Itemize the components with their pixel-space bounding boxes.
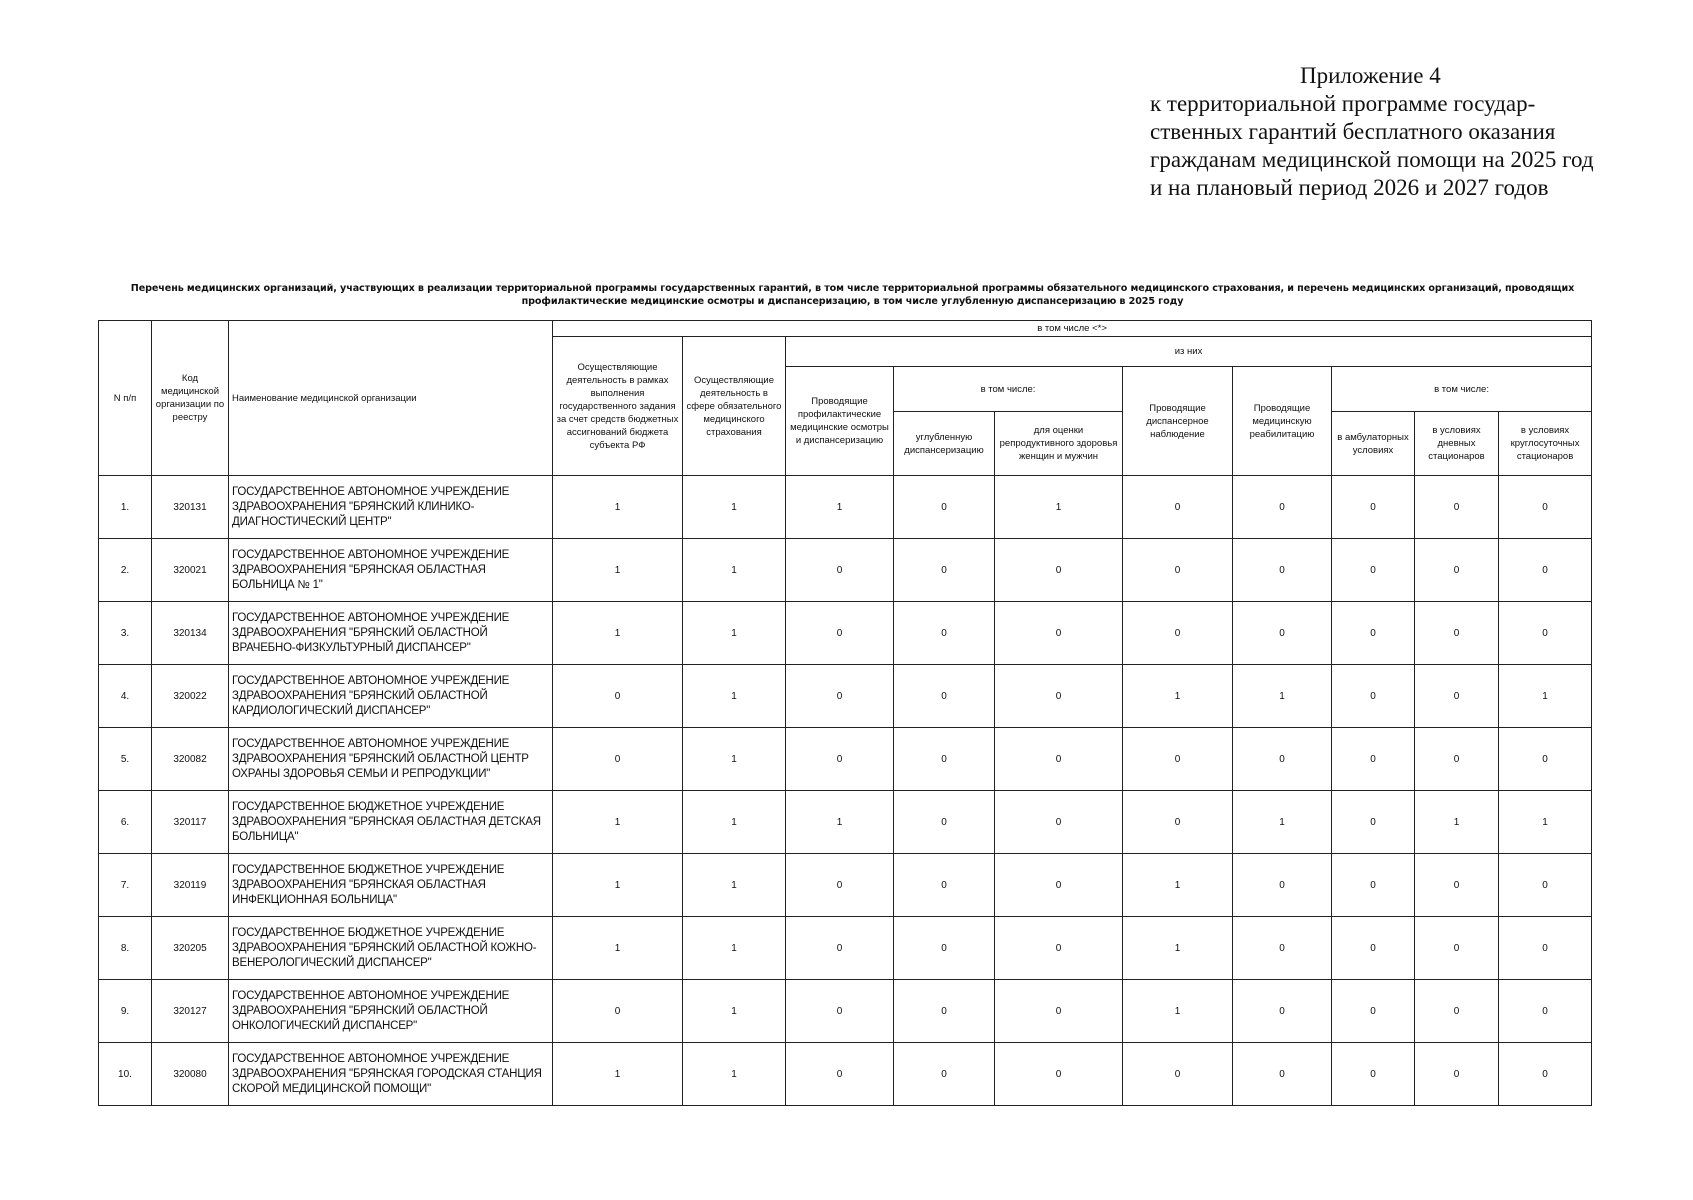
cell-prof: 1 — [786, 476, 894, 539]
cell-day: 0 — [1415, 917, 1499, 980]
header-prof: Проводящие профилактические медицинские осмотры и диспансеризацию — [786, 367, 894, 476]
list-title-line: Перечень медицинских организаций, участвующих в реализации территориальной программы государственных гарантий, в том числе территориальной программы обязательного медицинского страхования, и перечень медицинских организаций, проводящих — [130, 283, 1575, 294]
cell-num: 4. — [99, 665, 152, 728]
cell-day: 0 — [1415, 665, 1499, 728]
cell-code: 320131 — [152, 476, 229, 539]
header-day: в условиях дневных стационаров — [1415, 412, 1499, 476]
cell-name: ГОСУДАРСТВЕННОЕ АВТОНОМНОЕ УЧРЕЖДЕНИЕ ЗДРАВООХРАНЕНИЯ "БРЯНСКАЯ ОБЛАСТНАЯ БОЛЬНИЦА № 1" — [229, 539, 553, 602]
cell-disp: 0 — [1123, 1043, 1233, 1106]
appendix-line: ственных гарантий бесплатного оказания — [1150, 119, 1556, 144]
table-row — [99, 1043, 1592, 1106]
cell-oms: 1 — [683, 728, 786, 791]
cell-amb: 0 — [1332, 602, 1415, 665]
cell-disp: 1 — [1123, 665, 1233, 728]
table-row — [99, 602, 1592, 665]
header-oms: Осуществляющие деятельность в сфере обязательного медицинского страхования — [683, 337, 786, 476]
appendix-title: Приложение 4 — [1300, 63, 1441, 88]
organizations-table — [98, 320, 1592, 1106]
cell-repro: 0 — [995, 539, 1123, 602]
cell-repro: 1 — [995, 476, 1123, 539]
cell-oms: 1 — [683, 539, 786, 602]
cell-disp: 0 — [1123, 539, 1233, 602]
cell-repro: 0 — [995, 854, 1123, 917]
cell-disp: 0 — [1123, 728, 1233, 791]
cell-budget: 0 — [553, 665, 683, 728]
cell-round: 0 — [1499, 539, 1592, 602]
header-rehab: Проводящие медицинскую реабилитацию — [1233, 367, 1332, 476]
cell-budget: 1 — [553, 539, 683, 602]
table-row — [99, 791, 1592, 854]
cell-amb: 0 — [1332, 980, 1415, 1043]
table-body — [99, 476, 1592, 1106]
header-of-them: из них — [786, 337, 1592, 367]
table-row — [99, 539, 1592, 602]
cell-amb: 0 — [1332, 665, 1415, 728]
list-title — [120, 282, 1585, 308]
cell-prof: 0 — [786, 665, 894, 728]
cell-day: 0 — [1415, 854, 1499, 917]
table-row — [99, 854, 1592, 917]
header-code: Код медицинской организации по реестру — [152, 321, 229, 476]
appendix-block — [1150, 62, 1670, 202]
cell-code: 320022 — [152, 665, 229, 728]
cell-num: 5. — [99, 728, 152, 791]
cell-prof: 0 — [786, 1043, 894, 1106]
cell-num: 1. — [99, 476, 152, 539]
cell-rehab: 0 — [1233, 917, 1332, 980]
cell-code: 320021 — [152, 539, 229, 602]
cell-prof: 0 — [786, 980, 894, 1043]
cell-amb: 0 — [1332, 476, 1415, 539]
cell-rehab: 1 — [1233, 791, 1332, 854]
cell-round: 0 — [1499, 602, 1592, 665]
cell-code: 320205 — [152, 917, 229, 980]
cell-round: 0 — [1499, 980, 1592, 1043]
cell-oms: 1 — [683, 980, 786, 1043]
cell-prof: 0 — [786, 728, 894, 791]
cell-deep: 0 — [894, 980, 995, 1043]
cell-amb: 0 — [1332, 1043, 1415, 1106]
cell-disp: 0 — [1123, 476, 1233, 539]
table-row — [99, 728, 1592, 791]
cell-day: 0 — [1415, 476, 1499, 539]
cell-rehab: 0 — [1233, 728, 1332, 791]
cell-prof: 0 — [786, 917, 894, 980]
header-repro: для оценки репродуктивного здоровья женщин и мужчин — [995, 412, 1123, 476]
cell-code: 320082 — [152, 728, 229, 791]
cell-num: 7. — [99, 854, 152, 917]
cell-prof: 1 — [786, 791, 894, 854]
cell-rehab: 0 — [1233, 476, 1332, 539]
header-including: в том числе <*> — [553, 321, 1592, 337]
appendix-line: гражданам медицинской помощи на 2025 год — [1150, 147, 1594, 172]
appendix-line: и на плановый период 2026 и 2027 годов — [1150, 175, 1549, 200]
cell-budget: 0 — [553, 980, 683, 1043]
cell-rehab: 0 — [1233, 854, 1332, 917]
cell-oms: 1 — [683, 602, 786, 665]
header-disp: Проводящие диспансерное наблюдение — [1123, 367, 1233, 476]
cell-rehab: 0 — [1233, 1043, 1332, 1106]
header-amb: в амбулаторных условиях — [1332, 412, 1415, 476]
cell-budget: 1 — [553, 476, 683, 539]
cell-rehab: 0 — [1233, 980, 1332, 1043]
cell-num: 10. — [99, 1043, 152, 1106]
cell-name: ГОСУДАРСТВЕННОЕ БЮДЖЕТНОЕ УЧРЕЖДЕНИЕ ЗДРАВООХРАНЕНИЯ "БРЯНСКАЯ ОБЛАСТНАЯ ДЕТСКАЯ БОЛЬНИЦА" — [229, 791, 553, 854]
cell-name: ГОСУДАРСТВЕННОЕ АВТОНОМНОЕ УЧРЕЖДЕНИЕ ЗДРАВООХРАНЕНИЯ "БРЯНСКИЙ ОБЛАСТНОЙ КАРДИОЛОГИЧЕСКИЙ ДИСПАНСЕР" — [229, 665, 553, 728]
cell-day: 0 — [1415, 1043, 1499, 1106]
cell-name: ГОСУДАРСТВЕННОЕ АВТОНОМНОЕ УЧРЕЖДЕНИЕ ЗДРАВООХРАНЕНИЯ "БРЯНСКИЙ ОБЛАСТНОЙ ВРАЧЕБНО-ФИЗКУЛЬТУРНЫЙ ДИСПАНСЕР" — [229, 602, 553, 665]
header-rehab-including: в том числе: — [1332, 367, 1592, 412]
cell-amb: 0 — [1332, 539, 1415, 602]
cell-repro: 0 — [995, 917, 1123, 980]
cell-num: 9. — [99, 980, 152, 1043]
header-name: Наименование медицинской организации — [229, 321, 553, 476]
header-budget: Осуществляющие деятельность в рамках выполнения государственного задания за счет средств бюджетных ассигнований бюджета субъекта РФ — [553, 337, 683, 476]
cell-budget: 1 — [553, 1043, 683, 1106]
cell-deep: 0 — [894, 665, 995, 728]
cell-disp: 1 — [1123, 980, 1233, 1043]
cell-budget: 1 — [553, 854, 683, 917]
cell-budget: 0 — [553, 728, 683, 791]
cell-rehab: 0 — [1233, 539, 1332, 602]
cell-code: 320117 — [152, 791, 229, 854]
table-row — [99, 980, 1592, 1043]
cell-deep: 0 — [894, 476, 995, 539]
cell-num: 2. — [99, 539, 152, 602]
cell-day: 0 — [1415, 980, 1499, 1043]
cell-amb: 0 — [1332, 854, 1415, 917]
cell-deep: 0 — [894, 791, 995, 854]
cell-deep: 0 — [894, 728, 995, 791]
header-sub-including: в том числе: — [894, 367, 1123, 412]
cell-oms: 1 — [683, 917, 786, 980]
cell-disp: 0 — [1123, 602, 1233, 665]
cell-name: ГОСУДАРСТВЕННОЕ БЮДЖЕТНОЕ УЧРЕЖДЕНИЕ ЗДРАВООХРАНЕНИЯ "БРЯНСКАЯ ОБЛАСТНАЯ ИНФЕКЦИОННАЯ БОЛЬНИЦА" — [229, 854, 553, 917]
header-deep: углубленную диспансеризацию — [894, 412, 995, 476]
cell-repro: 0 — [995, 602, 1123, 665]
cell-round: 1 — [1499, 665, 1592, 728]
cell-rehab: 0 — [1233, 602, 1332, 665]
cell-code: 320080 — [152, 1043, 229, 1106]
cell-amb: 0 — [1332, 728, 1415, 791]
cell-num: 8. — [99, 917, 152, 980]
header-num: N п/п — [99, 321, 152, 476]
cell-round: 0 — [1499, 1043, 1592, 1106]
cell-oms: 1 — [683, 665, 786, 728]
appendix-line: к территориальной программе государ- — [1150, 91, 1536, 116]
cell-oms: 1 — [683, 791, 786, 854]
cell-round: 0 — [1499, 917, 1592, 980]
cell-num: 3. — [99, 602, 152, 665]
cell-disp: 1 — [1123, 917, 1233, 980]
cell-rehab: 1 — [1233, 665, 1332, 728]
table-row — [99, 917, 1592, 980]
cell-day: 0 — [1415, 539, 1499, 602]
cell-num: 6. — [99, 791, 152, 854]
cell-round: 0 — [1499, 728, 1592, 791]
cell-deep: 0 — [894, 917, 995, 980]
header-round: в условиях круглосуточных стационаров — [1499, 412, 1592, 476]
cell-round: 0 — [1499, 854, 1592, 917]
cell-prof: 0 — [786, 602, 894, 665]
cell-prof: 0 — [786, 539, 894, 602]
cell-prof: 0 — [786, 854, 894, 917]
cell-repro: 0 — [995, 791, 1123, 854]
cell-oms: 1 — [683, 1043, 786, 1106]
cell-repro: 0 — [995, 665, 1123, 728]
cell-deep: 0 — [894, 539, 995, 602]
cell-code: 320134 — [152, 602, 229, 665]
cell-deep: 0 — [894, 854, 995, 917]
cell-code: 320127 — [152, 980, 229, 1043]
cell-day: 0 — [1415, 602, 1499, 665]
cell-repro: 0 — [995, 728, 1123, 791]
cell-repro: 0 — [995, 980, 1123, 1043]
cell-day: 1 — [1415, 791, 1499, 854]
cell-disp: 1 — [1123, 854, 1233, 917]
cell-name: ГОСУДАРСТВЕННОЕ АВТОНОМНОЕ УЧРЕЖДЕНИЕ ЗДРАВООХРАНЕНИЯ "БРЯНСКИЙ ОБЛАСТНОЙ ЦЕНТР ОХРАНЫ ЗДОРОВЬЯ СЕМЬИ И РЕПРОДУКЦИИ" — [229, 728, 553, 791]
cell-round: 0 — [1499, 476, 1592, 539]
cell-oms: 1 — [683, 854, 786, 917]
list-title-line: профилактические медицинские осмотры и диспансеризацию, в том числе углубленную диспансеризацию в 2025 году — [521, 296, 1184, 307]
cell-day: 0 — [1415, 728, 1499, 791]
cell-code: 320119 — [152, 854, 229, 917]
cell-deep: 0 — [894, 1043, 995, 1106]
cell-budget: 1 — [553, 602, 683, 665]
cell-round: 1 — [1499, 791, 1592, 854]
table-row — [99, 665, 1592, 728]
cell-budget: 1 — [553, 917, 683, 980]
cell-amb: 0 — [1332, 791, 1415, 854]
cell-disp: 0 — [1123, 791, 1233, 854]
cell-name: ГОСУДАРСТВЕННОЕ БЮДЖЕТНОЕ УЧРЕЖДЕНИЕ ЗДРАВООХРАНЕНИЯ "БРЯНСКИЙ ОБЛАСТНОЙ КОЖНО-ВЕНЕРОЛОГИЧЕСКИЙ ДИСПАНСЕР" — [229, 917, 553, 980]
cell-amb: 0 — [1332, 917, 1415, 980]
cell-deep: 0 — [894, 602, 995, 665]
cell-name: ГОСУДАРСТВЕННОЕ АВТОНОМНОЕ УЧРЕЖДЕНИЕ ЗДРАВООХРАНЕНИЯ "БРЯНСКИЙ КЛИНИКО-ДИАГНОСТИЧЕСКИЙ ЦЕНТР" — [229, 476, 553, 539]
cell-name: ГОСУДАРСТВЕННОЕ АВТОНОМНОЕ УЧРЕЖДЕНИЕ ЗДРАВООХРАНЕНИЯ "БРЯНСКАЯ ГОРОДСКАЯ СТАНЦИЯ СКОРОЙ МЕДИЦИНСКОЙ ПОМОЩИ" — [229, 1043, 553, 1106]
cell-oms: 1 — [683, 476, 786, 539]
table-row — [99, 476, 1592, 539]
cell-name: ГОСУДАРСТВЕННОЕ АВТОНОМНОЕ УЧРЕЖДЕНИЕ ЗДРАВООХРАНЕНИЯ "БРЯНСКИЙ ОБЛАСТНОЙ ОНКОЛОГИЧЕСКИЙ ДИСПАНСЕР" — [229, 980, 553, 1043]
cell-repro: 0 — [995, 1043, 1123, 1106]
cell-budget: 1 — [553, 791, 683, 854]
